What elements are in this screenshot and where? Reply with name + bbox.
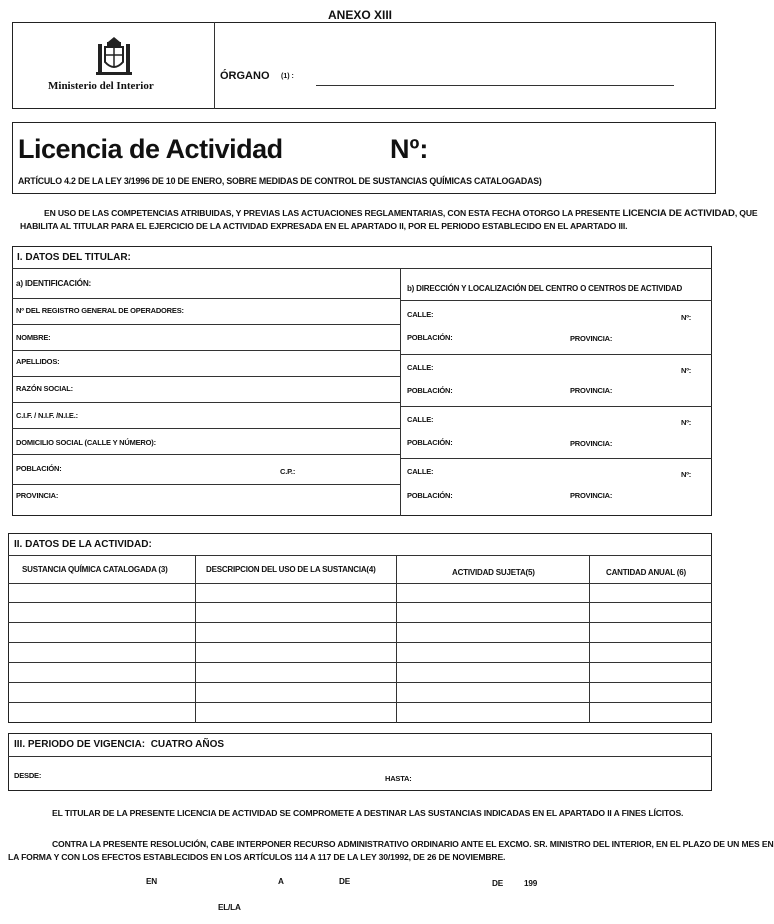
center2-provincia[interactable]: PROVINCIA: [570,386,613,395]
appeal-line-1: CONTRA LA PRESENTE RESOLUCIÓN, CABE INTERPONER RECURSO ADMINISTRATIVO ORDINARIO ANTE EL EXCMO. SR. MINISTRO DEL INTERIOR, EN EL PLAZO DE UN MES EN [52,839,774,849]
signer-label: EL/LA [218,903,241,912]
center4-num[interactable]: Nº: [681,470,692,479]
center2-calle[interactable]: CALLE: [407,363,434,372]
table-row[interactable] [8,662,712,663]
center1-num[interactable]: Nº: [681,313,692,322]
table-row[interactable] [8,642,712,643]
license-subtitle: ARTÍCULO 4.2 DE LA LEY 3/1996 DE 10 DE ENERO, SOBRE MEDIDAS DE CONTROL DE SUSTANCIAS QUÍMICAS CATALOGADAS) [18,176,542,186]
intro-line-1: EN USO DE LAS COMPETENCIAS ATRIBUIDAS, Y PREVIAS LAS ACTUACIONES REGLAMENTARIAS, CON ESTA FECHA OTORGO LA PRESENTE LICENCIA DE ACTIVIDAD, QUE [44,208,758,219]
table-row[interactable] [8,702,712,703]
field-desde[interactable]: DESDE: [14,771,42,780]
field-apellidos[interactable]: APELLIDOS: [16,357,60,366]
intro-line-2: HABILITA AL TITULAR PARA EL EJERCICIO DE LA ACTIVIDAD EXPRESADA EN EL APARTADO II, POR EL PERIODO ESTABLECIDO EN EL APARTADO III. [20,221,628,231]
field-poblacion[interactable]: POBLACIÓN: [16,464,62,473]
center3-calle[interactable]: CALLE: [407,415,434,424]
center2-num[interactable]: Nº: [681,366,692,375]
field-cif[interactable]: C.I.F. / N.I.F. /N.I.E.: [16,411,78,420]
ministry-name: Ministerio del Interior [48,80,154,92]
center3-poblacion[interactable]: POBLACIÓN: [407,438,453,447]
center1-poblacion[interactable]: POBLACIÓN: [407,333,453,342]
center4-calle[interactable]: CALLE: [407,467,434,476]
coat-of-arms-icon [92,36,136,78]
license-number-label: Nº: [390,134,429,164]
section2-title: II. DATOS DE LA ACTIVIDAD: [14,539,152,550]
field-cp[interactable]: C.P.: [280,467,296,476]
center3-provincia[interactable]: PROVINCIA: [570,439,613,448]
col-descripcion: DESCRIPCION DEL USO DE LA SUSTANCIA(4) [206,565,376,574]
col-actividad: ACTIVIDAD SUJETA(5) [452,568,535,577]
field-registro[interactable]: Nº DEL REGISTRO GENERAL DE OPERADORES: [16,306,184,315]
license-title: Licencia de Actividad [18,134,283,164]
organo-label: ÓRGANO [220,70,270,82]
date-en: EN [146,877,157,886]
section3-title: III. PERIODO DE VIGENCIA: CUATRO AÑOS [14,739,225,750]
field-nombre[interactable]: NOMBRE: [16,333,51,342]
organo-ref: (1) : [281,73,294,80]
center1-calle[interactable]: CALLE: [407,310,434,319]
annex-title: ANEXO XIII [328,8,393,22]
section1-title: I. DATOS DEL TITULAR: [17,252,131,263]
center4-provincia[interactable]: PROVINCIA: [570,491,613,500]
organo-field[interactable] [316,85,674,86]
center1-provincia[interactable]: PROVINCIA: [570,334,613,343]
address-title: b) DIRECCIÓN Y LOCALIZACIÓN DEL CENTRO O CENTROS DE ACTIVIDAD [407,284,683,293]
date-de-2: DE [492,879,503,888]
commitment-text: EL TITULAR DE LA PRESENTE LICENCIA DE ACTIVIDAD SE COMPROMETE A DESTINAR LAS SUSTANCIAS INDICADAS EN EL APARTADO II A FINES LÍCITOS. [52,808,684,818]
center2-poblacion[interactable]: POBLACIÓN: [407,386,453,395]
col-sustancia: SUSTANCIA QUÍMICA CATALOGADA (3) [22,565,168,574]
appeal-line-2: LA FORMA Y CON LOS EFECTOS ESTABLECIDOS EN LOS ARTÍCULOS 114 A 117 DE LA LEY 30/1992, DE 26 DE NOVIEMBRE. [8,852,506,862]
table-row[interactable] [8,682,712,683]
section2-box [8,533,712,723]
identification-title: a) IDENTIFICACIÓN: [16,279,92,288]
date-year: 199 [524,879,538,888]
col-cantidad: CANTIDAD ANUAL (6) [606,568,686,577]
field-hasta[interactable]: HASTA: [385,774,412,783]
table-row[interactable] [8,622,712,623]
field-provincia[interactable]: PROVINCIA: [16,491,59,500]
center3-num[interactable]: Nº: [681,418,692,427]
table-row[interactable] [8,602,712,603]
field-razon-social[interactable]: RAZÓN SOCIAL: [16,384,73,393]
date-a: A [278,877,284,886]
field-domicilio[interactable]: DOMICILIO SOCIAL (CALLE Y NÚMERO): [16,438,156,447]
center4-poblacion[interactable]: POBLACIÓN: [407,491,453,500]
date-de-1: DE [339,877,350,886]
